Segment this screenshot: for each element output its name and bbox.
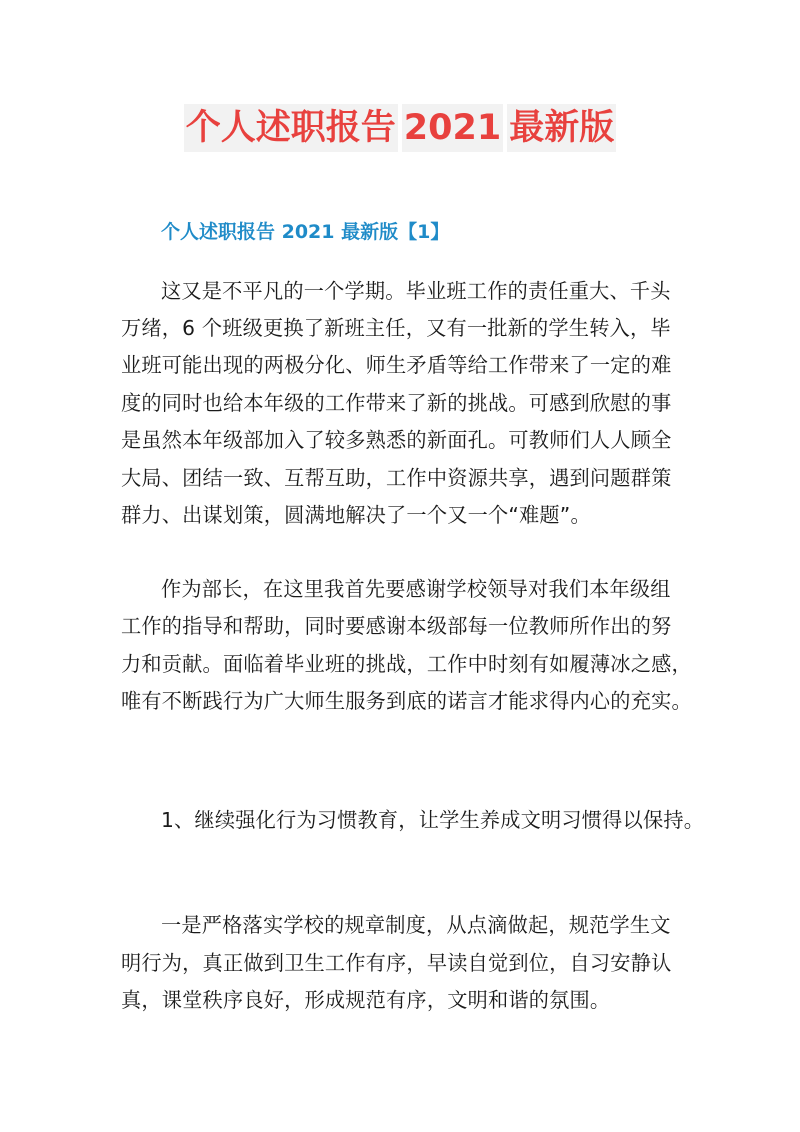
text-line: 业班可能出现的两极分化、师生矛盾等给工作带来了一定的难 <box>121 353 672 377</box>
text-line: 是虽然本年级部加入了较多熟悉的新面孔。可教师们人人顾全 <box>121 428 672 452</box>
text-line: 唯有不断践行为广大师生服务到底的诺言才能求得内心的充实。 <box>121 689 692 713</box>
text-line: 真，课堂秩序良好，形成规范有序，文明和谐的氛围。 <box>121 988 611 1012</box>
text-line: 作为部长，在这里我首先要感谢学校领导对我们本年级组 <box>161 577 671 601</box>
text-line: 万绪，6 个班级更换了新班主任，又有一批新的学生转入，毕 <box>121 316 671 340</box>
text-line: 力和贡献。面临着毕业班的挑战，工作中时刻有如履薄冰之感， <box>121 652 692 676</box>
title-segment: 最新版 <box>507 104 616 152</box>
text-line: 群力、出谋划策，圆满地解决了一个又一个“难题”。 <box>121 503 591 527</box>
text-line: 明行为，真正做到卫生工作有序，早读自觉到位，自习安静认 <box>121 951 672 975</box>
text-line: 一是严格落实学校的规章制度，从点滴做起，规范学生文 <box>161 913 671 937</box>
text-line: 工作的指导和帮助，同时要感谢本级部每一位教师所作出的努 <box>121 614 672 638</box>
text-line: 这又是不平凡的一个学期。毕业班工作的责任重大、千头 <box>161 279 671 303</box>
text-line: 度的同时也给本年级的工作带来了新的挑战。可感到欣慰的事 <box>121 391 672 415</box>
title-segment: 2021 <box>402 104 503 152</box>
text-line: 1、继续强化行为习惯教育，让学生养成文明习惯得以保持。 <box>161 808 705 832</box>
section-heading: 个人述职报告 2021 最新版【1】 <box>161 221 450 243</box>
document-title <box>0 104 800 152</box>
text-line: 大局、团结一致、互帮互助，工作中资源共享，遇到问题群策 <box>121 466 672 490</box>
title-segment: 个人述职报告 <box>184 104 398 152</box>
